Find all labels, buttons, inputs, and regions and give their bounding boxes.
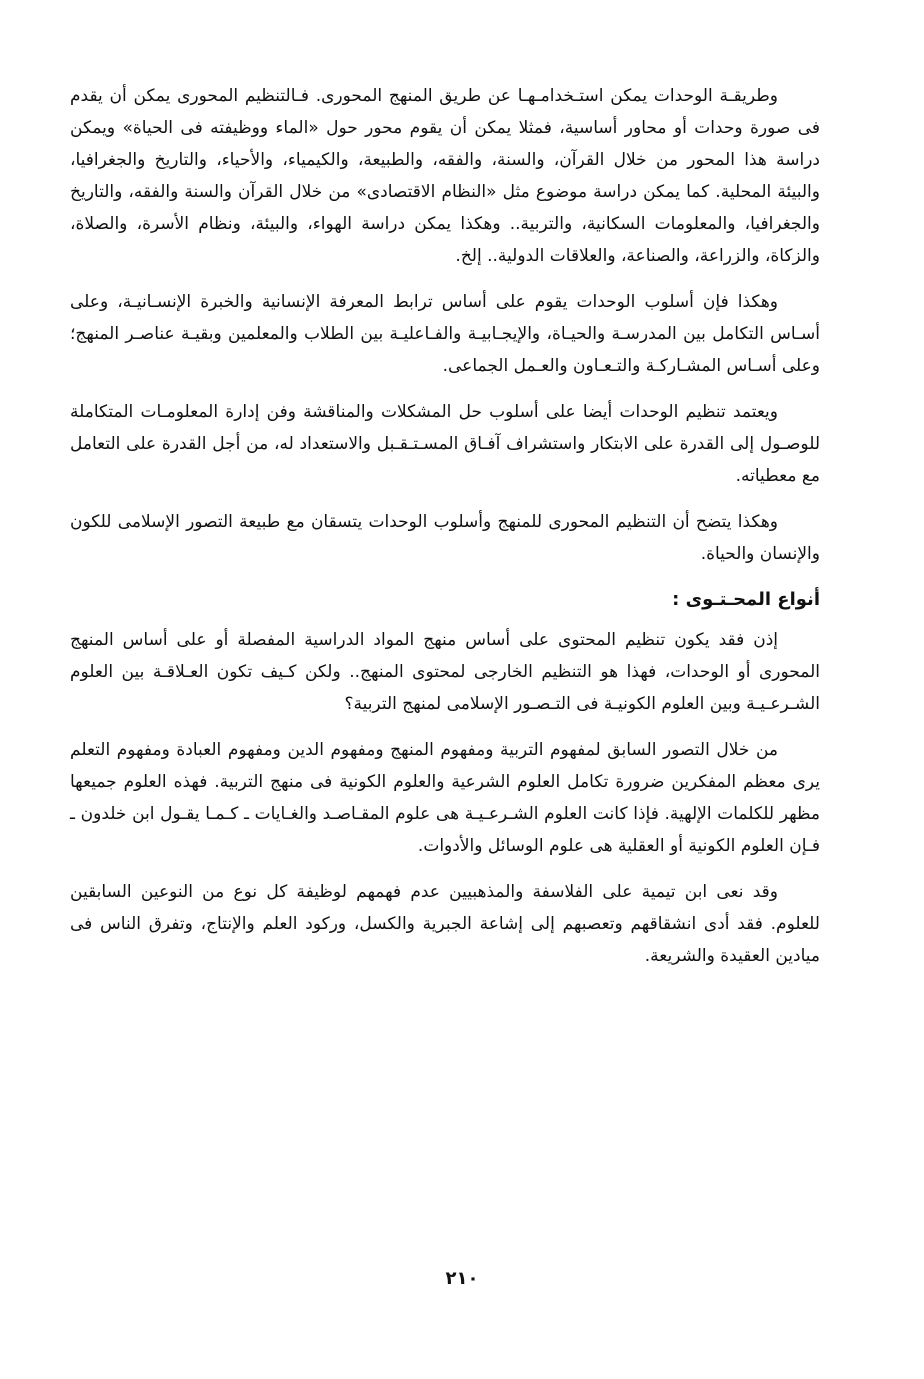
paragraph-units-foundation: وهكذا فإن أسلوب الوحدات يقوم على أساس ترابط المعرفة الإنسانية والخبرة الإنسـانيـة، وعلى أسـاس التكامل بين المدرسـة والحيـاة، والإيجـابيـة والفـاعليـة بين الطلاب والمعلمين وبقيـة عناصـر المنهج؛ وعلى أسـاس المشـاركـة والتـعـاون والعـمل الجماعى. (70, 292, 820, 376)
paragraph-integration: من خلال التصور السابق لمفهوم التربية ومفهوم المنهج ومفهوم الدين ومفهوم العبادة ومفهوم التعلم يرى معظم المفكرين ضرورة تكامل العلوم الشرعية والعلوم الكونية فى منهج التربية. فهذه العلوم جميعها مظهر للكلمات الإلهية. فإذا كانت العلوم الشـرعـيـة هى علوم المقـاصـد والغـايات ـ كـمـا يقـول ابن خلدون ـ فـإن العلوم الكونية أو العقلية هى علوم الوسائل والأدوات. (70, 740, 820, 856)
paragraph-units-method: وطريقـة الوحدات يمكن استـخدامـهـا عن طريق المنهج المحورى. فـالتنظيم المحورى يمكن أن يقدم فى صورة وحدات أو محاور أساسية، فمثلا يمكن أن يقوم محور حول «الماء ووظيفته فى الحياة» ويمكن دراسة هذا المحور من خلال القرآن، والسنة، والفقه، والطبيعة، والكيمياء، والأحياء، والتاريخ والجغرافيا، والبيئة المحلية. كما يمكن دراسة موضوع مثل «النظام الاقتصادى» من خلال القرآن والسنة والفقه، والتاريخ والجغرافيا، والمعلومات السكانية، والتربية.. وهكذا يمكن دراسة الهواء، والبيئة، ونظام الأسرة، والصلاة، والزكاة، والزراعة، والصناعة، والعلاقات الدولية.. إلخ. (70, 86, 820, 266)
section-heading-content-types: أنواع المحـتـوى : (672, 589, 820, 610)
page-body (70, 80, 820, 986)
paragraph-consistency: وهكذا يتضح أن التنظيم المحورى للمنهج وأسلوب الوحدات يتسقان مع طبيعة التصور الإسلامى للكون والإنسان والحياة. (70, 512, 820, 564)
page-number: ٢١٠ (445, 1268, 479, 1289)
paragraph-content-organization: إذن فقد يكون تنظيم المحتوى على أساس منهج المواد الدراسية المفصلة أو على أساس المنهج المحورى أو الوحدات، فهذا هو التنظيم الخارجى لمحتوى المنهج.. ولكن كـيف تكون العـلاقـة بين العلوم الشـرعـيـة وبين العلوم الكونيـة فى التـصـور الإسلامى لمنهج التربية؟ (70, 630, 820, 714)
paragraph-problem-solving: ويعتمد تنظيم الوحدات أيضا على أسلوب حل المشكلات والمناقشة وفن إدارة المعلومـات المتكاملة للوصـول إلى القدرة على الابتكار واستشراف آفـاق المسـتـقـبل والاستعداد له، من أجل القدرة على التعامل مع معطياته. (70, 402, 820, 486)
paragraph-ibn-taymiyya: وقد نعى ابن تيمية على الفلاسفة والمذهبيين عدم فهمهم لوظيفة كل نوع من النوعين السابقين للعلوم. فقد أدى انشقاقهم وتعصبهم إلى إشاعة الجبرية والكسل، وركود العلم والإنتاج، وتفرق الناس فى ميادين العقيدة والشريعة. (70, 882, 820, 966)
